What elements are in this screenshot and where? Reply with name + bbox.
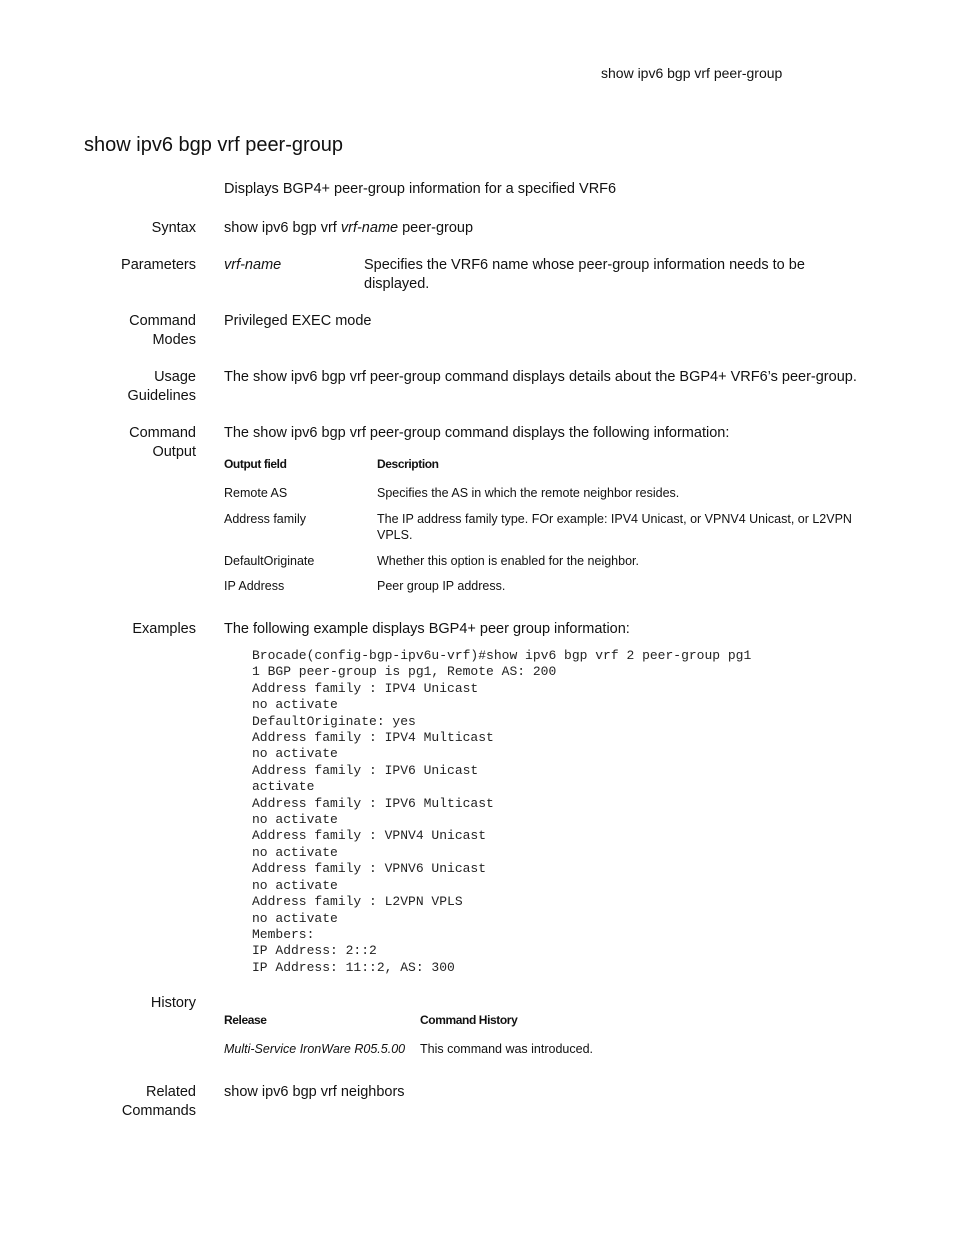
label-command-modes-line1: Command (129, 313, 196, 329)
history-release: Multi-Service IronWare R05.5.00 (224, 1042, 406, 1056)
output-table-header-field: Output field (224, 457, 287, 471)
label-usage-line1: Usage (154, 369, 196, 385)
table-row-field: Address family (224, 512, 306, 526)
command-modes-text: Privileged EXEC mode (224, 313, 372, 329)
usage-command: show ipv6 bgp vrf peer-group (253, 369, 441, 385)
syntax-command-end: peer-group (398, 220, 474, 236)
output-pre: The (224, 425, 254, 441)
related-command-link[interactable]: show ipv6 bgp vrf neighbors (224, 1084, 405, 1100)
output-post: command displays the following information: (440, 425, 730, 441)
label-output-line1: Command (129, 425, 196, 441)
label-parameters: Parameters (121, 257, 196, 273)
table-row-description-line1: The IP address family type. FOr example: IPV4 Unicast, or VPNV4 Unicast, or L2VPN (377, 512, 852, 526)
table-row-field: Remote AS (224, 486, 288, 500)
table-row-description: Peer group IP address. (377, 579, 506, 593)
label-command-modes (129, 312, 196, 350)
label-related-commands (122, 1083, 196, 1121)
usage-text (224, 368, 857, 387)
table-row-field: IP Address (224, 579, 285, 593)
history-header-release: Release (224, 1013, 267, 1027)
syntax-line (224, 219, 473, 238)
usage-pre: The (224, 369, 254, 385)
table-row-description (377, 511, 857, 543)
label-usage-guidelines (127, 368, 196, 406)
table-row-description: Specifies the AS in which the remote neighbor resides. (377, 486, 680, 500)
history-header-command-history: Command History (420, 1013, 518, 1027)
syntax-command: show ipv6 bgp vrf (224, 220, 341, 236)
label-syntax: Syntax (151, 220, 196, 236)
running-header: show ipv6 bgp vrf peer-group (601, 65, 783, 81)
output-table-header-description: Description (377, 457, 439, 471)
output-intro (224, 424, 729, 443)
description: Displays BGP4+ peer-group information for a specified VRF6 (224, 181, 617, 197)
syntax-argument: vrf-name (340, 220, 399, 236)
table-row-description-line2: VPLS. (377, 528, 413, 542)
label-command-modes-line2: Modes (152, 332, 196, 348)
table-row-description: Whether this option is enabled for the neighbor. (377, 554, 639, 568)
parameter-description (364, 256, 805, 294)
example-code-block: Brocade(config-bgp-ipv6u-vrf)#show ipv6 bgp vrf 2 peer-group pg1 1 BGP peer-group is pg1, Remote AS: 200 Address family : IPV4 Unicast no activate DefaultOriginate: yes Address family : IPV4 Multicast no activate Address family : IPV6 Unicast activate Address family : IPV6 Multicast no activate Address family : VPNV4 Unicast no activate Address family : VPNV6 Unicast no activate Address family : L2VPN VPLS no activate Members: IP Address: 2::2 IP Address: 11::2, AS: 300 (252, 648, 752, 975)
label-output-line2: Output (152, 444, 196, 460)
label-related-line1: Related (146, 1084, 196, 1100)
parameter-name: vrf-name (224, 257, 282, 273)
table-row-field: DefaultOriginate (224, 554, 315, 568)
output-command: show ipv6 bgp vrf peer-group (253, 425, 441, 441)
label-examples: Examples (132, 621, 196, 637)
page-title: show ipv6 bgp vrf peer-group (84, 134, 344, 156)
label-usage-line2: Guidelines (127, 388, 196, 404)
parameter-description-line2: displayed. (364, 276, 430, 292)
label-related-line2: Commands (121, 1103, 196, 1119)
history-note: This command was introduced. (420, 1042, 593, 1056)
label-history: History (150, 995, 196, 1011)
examples-intro: The following example displays BGP4+ peer group information: (224, 621, 630, 637)
usage-post: command displays details about the BGP4+ VRF6’s peer-group. (440, 369, 857, 385)
label-command-output (129, 424, 196, 462)
parameter-description-line1: Specifies the VRF6 name whose peer-group information needs to be (364, 257, 805, 273)
